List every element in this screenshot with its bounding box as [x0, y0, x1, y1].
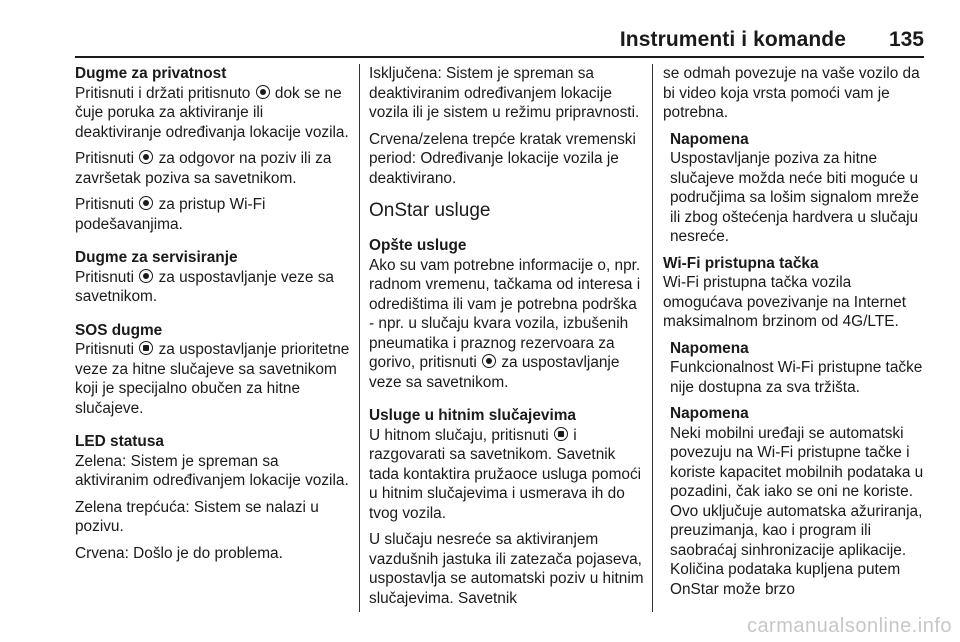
paragraph: Pritisnuti za uspostavljanje prioritetne veze za hitne slučajeve sa savetnikom koji je specijalno obučen za hitne slučajeve.	[75, 341, 350, 417]
paragraph: Zelena: Sistem je spreman sa aktiviranim određivanjem lokacije vozila.	[75, 452, 349, 489]
paragraph: se odmah povezuje na vaše vozilo da bi video koja vrsta pomoći vam je potrebna.	[663, 65, 920, 121]
note-text: Funkcionalnost Wi-Fi pristupne tačke nije dostupna za sva tržišta.	[670, 359, 923, 396]
sos-button-icon	[139, 341, 153, 355]
service-heading: Dugme za servisiranje	[75, 249, 238, 266]
note-text: Neki mobilni uređaji se automatski povezuju na Wi-Fi pristupne tačke i koriste kapacitet mobilnih podataka u pozadini, čak iako se oni ne koriste. Ovo uključuje automatska ažuriranja, preuzimanja, kao i program ili saobraćaj sinhronizacije aplikacije. Količina podataka kupljena putem OnStar može brzo	[670, 424, 924, 598]
paragraph: Pritisnuti za pristup Wi-Fi podešavanjima.	[75, 196, 266, 233]
paragraph: Wi-Fi pristupna tačka vozila omogućava povezivanje na Internet maksimalnom brzinom od 4G/LTE.	[663, 274, 906, 330]
watermark: carmanualsonline.info	[746, 615, 952, 637]
privacy-button-icon	[139, 196, 153, 210]
column-right	[663, 64, 931, 606]
wifi-hotspot-heading: Wi-Fi pristupna tačka	[663, 254, 819, 272]
paragraph: U slučaju nesreće sa aktiviranjem vazdušnih jastuka ili zatezača pojaseva, uspostavlja se automatski poziv u hitnim slučajevima. Savetnik	[369, 531, 644, 607]
paragraph: Pritisnuti za uspostavljanje veze sa savetnikom.	[75, 268, 334, 305]
onstar-service-button-icon	[482, 354, 496, 368]
column-divider	[652, 64, 653, 612]
general-services-heading: Opšte usluge	[369, 237, 467, 254]
header-title: Instrumenti i komande	[619, 28, 846, 51]
page-number: 135	[888, 28, 924, 51]
paragraph: U hitnom slučaju, pritisnuti i razgovarati sa savetnikom. Savetnik tada kontaktira pružaoce usluga pomoći u hitnim slučajevima i usmerava ih do tvog vozila.	[369, 426, 642, 522]
note-block	[670, 130, 931, 247]
column-left	[75, 64, 351, 570]
note-block	[670, 339, 931, 398]
paragraph: Ako su vam potrebne informacije o, npr. radnom vremenu, tačkama od interesa i odredištima ili vam je potrebna podrška - npr. u slučaju kvara vozila, izbušenih pneumatika i praznog rezervoara za gorivo, pritisnuti za uspostavljanje veze sa savetnikom.	[369, 256, 641, 391]
sos-heading: SOS dugme	[75, 321, 163, 339]
paragraph: Pritisnuti za odgovor na poziv ili za završetak poziva sa savetnikom.	[75, 150, 332, 187]
privacy-button-icon	[139, 150, 153, 164]
note-text: Uspostavljanje poziva za hitne slučajeve možda neće biti moguće u područjima sa lošim signalom mreže ili zbog oštećenja hardvera u slučaju nesreće.	[670, 150, 919, 245]
column-middle	[369, 64, 645, 615]
page-header	[75, 22, 924, 58]
note-heading: Napomena	[670, 130, 749, 148]
note-heading: Napomena	[670, 339, 749, 357]
paragraph: Pritisnuti i držati pritisnuto dok se ne čuje poruka za aktiviranje ili deaktiviranje određivanja lokacije vozila.	[75, 84, 349, 141]
paragraph: Isključena: Sistem je spreman sa deaktiviranim određivanjem lokacije vozila ili je sistem u režimu pripravnosti.	[369, 65, 640, 121]
column-divider	[359, 64, 360, 612]
privacy-button-icon	[256, 85, 270, 99]
onstar-service-button-icon	[139, 269, 153, 283]
paragraph: Crvena/zelena trepće kratak vremenski period: Određivanje lokacije vozila je deaktivirano.	[369, 130, 636, 187]
emergency-services-heading: Usluge u hitnim slučajevima	[369, 407, 576, 424]
privacy-heading: Dugme za privatnost	[75, 65, 227, 82]
section-title: OnStar usluge	[369, 200, 491, 221]
paragraph: Crvena: Došlo je do problema.	[75, 544, 283, 562]
note-heading: Napomena	[670, 405, 749, 422]
led-heading: LED statusa	[75, 433, 164, 450]
note-block	[670, 404, 931, 599]
paragraph: Zelena trepćuća: Sistem se nalazi u pozivu.	[75, 498, 319, 535]
sos-button-icon	[554, 427, 568, 441]
